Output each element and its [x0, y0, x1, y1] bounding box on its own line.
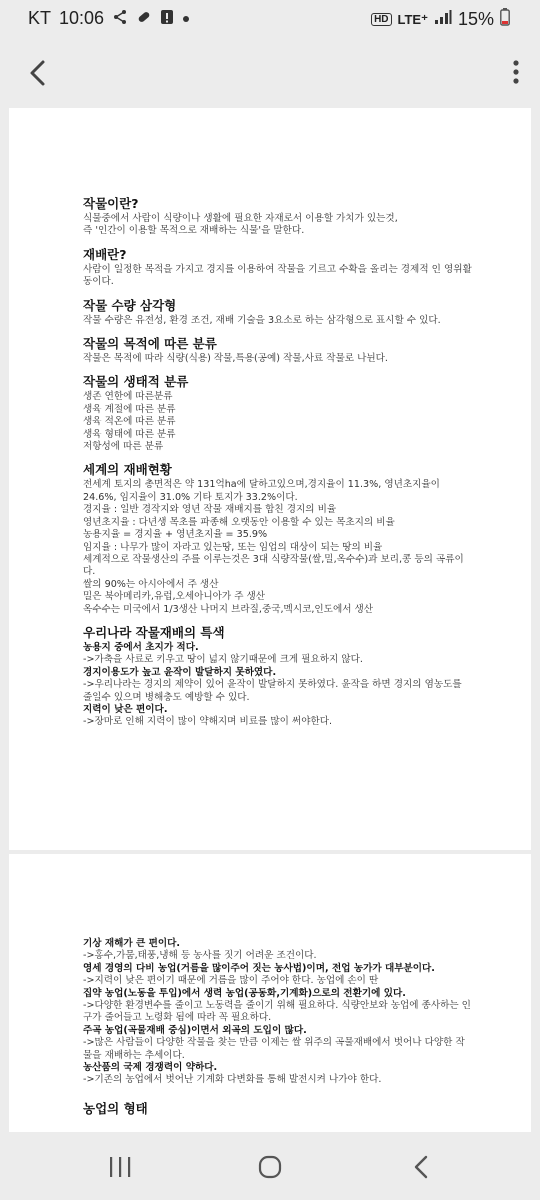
- point-heading: 영세 경영의 다비 농업(거름을 많이주어 짓는 농사법)이며, 전업 농가가 대부분이다.: [83, 962, 435, 974]
- point-detail: ->가축을 사료로 키우고 땅이 넓지 않기때문에 크게 필요하지 않다.: [83, 654, 363, 666]
- document-page-2: [9, 854, 531, 1132]
- status-bar: [0, 0, 540, 40]
- point-detail: ->지력이 낮은 편이기 때문에 거름을 많이 주어야 한다. 농업에 손이 딴: [83, 975, 379, 987]
- section-korea-features: [83, 625, 473, 729]
- page-1-content: [83, 196, 473, 738]
- point-detail: ->장마로 인해 지력이 많이 약해지며 비료를 많이 써야한다.: [83, 716, 333, 728]
- text-line: 쌀의 90%는 아시아에서 주 생산: [83, 578, 219, 590]
- carrier-label: KT: [28, 8, 52, 28]
- more-options-button[interactable]: [506, 58, 526, 88]
- text-line: 밀은 북아메리카,유럽,오세아니아가 주 생산: [83, 591, 266, 603]
- chevron-left-icon: [22, 56, 56, 90]
- text-line: 영년초지율 : 다년생 목초를 파종해 오랫동안 이용할 수 있는 목초지의 비율: [83, 516, 395, 528]
- recent-apps-button[interactable]: [103, 1150, 137, 1184]
- network-label: LTE⁺: [397, 11, 428, 27]
- section-title: 작물의 목적에 따른 분류: [83, 336, 217, 352]
- section-title: 작물 수량 삼각형: [83, 297, 177, 313]
- point-detail: ->기존의 농업에서 벗어난 기계화 다변화를 통해 발전시켜 나가야 한다.: [83, 1074, 382, 1086]
- section-ecological-classification: [83, 374, 473, 453]
- more-vertical-icon: [506, 58, 526, 88]
- back-button[interactable]: [22, 56, 56, 90]
- hd-badge: HD: [371, 13, 391, 26]
- battery-icon: [500, 8, 510, 31]
- document-page-1: [9, 108, 531, 850]
- point-heading: 농용지 중에서 초지가 적다.: [83, 641, 199, 653]
- battery-label: 15%: [457, 9, 494, 29]
- section-crop-definition: [83, 196, 473, 238]
- list-item: 저항성에 따른 분류: [83, 441, 164, 453]
- status-left: [28, 8, 190, 29]
- text-line: 세계적으로 작물생산의 주를 이루는것은 3대 식량작물(쌀,밀,옥수수)과 보리,콩 등의 곡류이다.: [83, 553, 464, 578]
- text-line: 임지율 : 나무가 많이 자라고 있는땅, 또는 임업의 대상이 되는 땅의 비율: [83, 541, 383, 553]
- point-heading: 지력이 낮은 편이다.: [83, 703, 168, 715]
- chevron-left-icon: [405, 1150, 439, 1184]
- text-line: 옥수수는 미국에서 1/3생산 나머지 브라질,중국,멕시코,인도에서 생산: [83, 603, 374, 615]
- home-button[interactable]: [253, 1150, 287, 1184]
- text-line: 사람이 일정한 목적을 가지고 경지를 이용하여 작물을 기르고 수확을 올리는 경제적 인 영위활동이다.: [83, 263, 472, 288]
- point-detail: ->다양한 환경변수를 줄이고 노동력을 줄이기 위해 필요하다. 식량안보와 농업에 종사하는 인구가 줄어들고 노령화 됨에 따라 꼭 필요하다.: [83, 1000, 471, 1024]
- navigation-bar: [0, 1132, 540, 1200]
- list-item: 생육 형태에 따른 분류: [83, 428, 176, 440]
- share-icon: [112, 9, 128, 29]
- list-item: 생육 계절에 따른 분류: [83, 403, 176, 415]
- section-world-cultivation: [83, 462, 473, 615]
- section-yield-triangle: [83, 298, 473, 327]
- point-detail: ->우리나라는 경지의 제약이 있어 윤작이 발달하지 못하였다. 윤작을 하면 경지의 염농도를 줄일수 있으며 병해충도 예방할 수 있다.: [83, 679, 462, 703]
- clock: 10:06: [59, 8, 105, 28]
- point-detail: ->홍수,가뭄,태풍,냉해 등 농사를 짓기 어려운 조건이다.: [83, 950, 317, 962]
- section-title: 우리나라 작물재배의 특색: [83, 624, 225, 640]
- text-line: 경지율 : 일반 경작지와 영년 작물 재배지를 합친 경지의 비율: [83, 504, 337, 516]
- text-line: 식물중에서 사람이 식량이나 생활에 필요한 자재로서 이용할 가치가 있는것,: [83, 213, 398, 224]
- section-title: 세계의 재배현황: [83, 462, 172, 478]
- text-line: 작물 수량은 유전성, 환경 조건, 재배 기술을 3요소로 하는 삼각형으로 표시할 수 있다.: [83, 314, 441, 326]
- point-detail: ->많은 사람들이 다양한 작물을 찾는 만큼 이제는 쌀 위주의 곡물재배에서 벗어나 다양한 작물을 재배하는 추세이다.: [83, 1037, 465, 1061]
- section-title: 재배란?: [83, 246, 127, 262]
- point-heading: 기상 재해가 큰 편이다.: [83, 938, 181, 949]
- recent-apps-icon: [103, 1150, 137, 1184]
- text-line: 농용지율 = 경지율 + 영년초지율 = 35.9%: [83, 529, 268, 541]
- text-line: 즉 '인간이 이용할 목적으로 재배하는 식물'을 말한다.: [83, 225, 305, 237]
- section-title: 작물이란?: [83, 196, 139, 211]
- status-right: [371, 8, 510, 31]
- point-heading: 주곡 농업(곡물재배 중심)이면서 외곡의 도입이 많다.: [83, 1024, 307, 1036]
- page-2-content: [83, 938, 473, 1118]
- nav-back-button[interactable]: [405, 1150, 439, 1184]
- list-item: 생육 적온에 따른 분류: [83, 416, 176, 428]
- point-heading: 농산품의 국제 경쟁력이 약하다.: [83, 1062, 218, 1074]
- text-line: 작물은 목적에 따라 식량(식용) 작물,특용(공예) 작물,사료 작물로 나뉜다.: [83, 353, 388, 365]
- pill-icon: [136, 9, 152, 29]
- point-heading: 집약 농업(노동을 투입)에서 생력 농업(공동화,기계화)으로의 전환기에 있다.: [83, 987, 406, 999]
- document-viewer[interactable]: [0, 108, 540, 1132]
- home-icon: [253, 1150, 287, 1184]
- dot-icon: [182, 10, 190, 27]
- text-line: 전세계 토지의 총면적은 약 131억ha에 달하고있으며,경지율이 11.3%, 영년초지율이 24.6%, 임지율이 31.0% 기타 토지가 33.2%이다.: [83, 479, 440, 503]
- list-item: 생존 연한에 따른분류: [83, 391, 173, 403]
- section-title-farming-types: 농업의 형태: [83, 1100, 148, 1116]
- signal-icon: [434, 9, 452, 30]
- section-title: 작물의 생태적 분류: [83, 374, 189, 390]
- point-heading: 경지이용도가 높고 윤작이 발달하지 못하였다.: [83, 666, 277, 678]
- section-cultivation-definition: [83, 247, 473, 289]
- app-bar: [0, 40, 540, 108]
- section-purpose-classification: [83, 336, 473, 365]
- alert-icon: [160, 9, 174, 29]
